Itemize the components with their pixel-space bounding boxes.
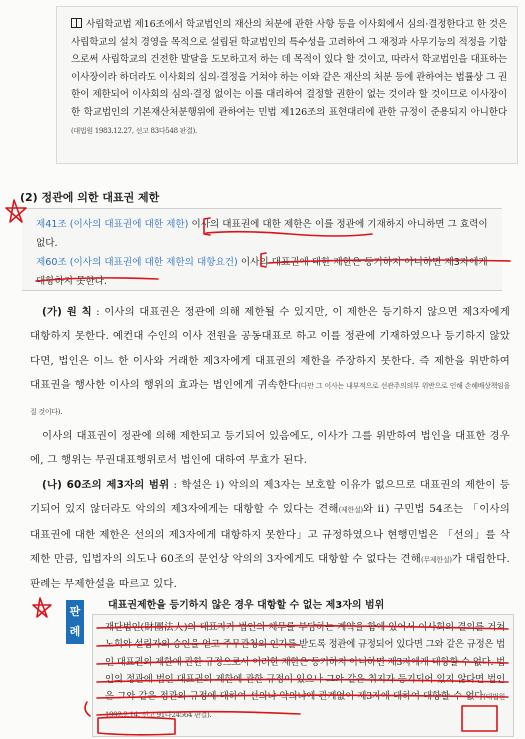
body-text [30,300,510,597]
article-41-text: 이사의 대표권에 대한 제한은 이를 정관에 기재하지 아니하면 그 효력이 없다. [36,219,488,249]
article-60 [36,253,492,291]
star-mark-2 [33,598,51,617]
third-party-text-3: 가 대립한다. 판례는 무제한설을 따르고 있다. [30,553,510,591]
third-party-text-2: 와 ⅱ) 구민법 54조는 「이사의 대표권에 대한 제한은 선의의 제3자에게 대항하지 못한다」고 규정하였으나 현행민법은 「선의」를 삭제한 만큼, 입법자의 의도나 60조의 문언상 악의의 3자에게도 대항할 수 없다는 견해 [30,503,510,566]
book-icon [71,18,82,28]
unlimited-theory-label: (무제한설) [421,556,452,565]
case-tag-top: 판 [69,605,81,618]
third-party-text: 학설은 ⅰ) 악의의 제3자는 보호할 이유가 없으므로 대표권의 제한이 등기되어 있지 않더라도 악의의 제3자에게는 대항할 수 있다는 견해 [30,478,510,516]
principle-note: (다만 그 이사는 내부적으로 선관주의의무 위반으로 인해 손해배상책임을 질 것이다). [30,382,510,416]
precedent-quote-box [56,6,518,164]
effect-paragraph: 이사의 대표권이 정관에 의해 제한되고 등기되어 있음에도, 이사가 그를 위반하여 법인을 대표한 경우에, 그 행위는 무권대표행위로서 법인에 대하여 무효가 된다. [30,430,510,467]
precedent-citation: (대법원 1983.12.27, 선고 83다548 판결). [71,126,197,135]
article-41-label: 제41조 (이사의 대표권에 대한 제한) [36,219,189,230]
principle-paragraph: (가) 원 칙 : 이사의 대표권은 정관에 의해 제한될 수 있지만, 이 제한은 등기하지 않으면 제3자에게 대항하지 못한다. 예컨대 수인의 이사 전원을 공동대표로 하고 이를 정관에 기재하였으나 등기하지 않았다면, 법인은 이느 한 이사와 거래한 제3자에게 대표권의 제한을 주장하지 못한다. 즉 제한을 위반하여 대표권을 행사한 이사의 행위의 효과는 법인에게 귀속한다(다만 그 이사는 내부적으로 선관주의의무 위반으로 인해 손해배상책임을 질 것이다). [30,306,510,416]
third-party-heading: (나) 60조의 제3자의 범위 [42,478,170,491]
case-citation: (대법원 1992.2.14, 선고 91다24564 판결). [105,693,505,720]
case-tag [66,600,84,644]
case-title: 대표권제한을 등기하지 않은 경우 대항할 수 없는 제3자의 범위 [108,600,385,611]
case-tag-bottom: 례 [69,625,81,638]
principle-text: 이사의 대표권은 정관에 의해 제한될 수 있지만, 이 제한은 등기하지 않으면 제3자에게 대항하지 못한다. 예컨대 수인의 이사 전원을 공동대표로 하고 이를 정관에 기재하였으나 등기하지 않았다면, 법인은 이느 한 이사와 거래한 제3자에게 대표권의 제한을 주장하지 못한다. 즉 제한을 위반하여 대표권을 행사한 이사의 행위의 효과는 법인에게 귀속한다 [30,306,510,392]
article-60-text: 이사의 대표권에 대한 제한은 등기하지 아니하면 제3자에게 대항하지 못한다. [36,257,488,287]
section-heading: (2) 정관에 의한 대표권 제한 [20,191,160,204]
limited-theory-label: (제한설) [338,506,363,515]
article-60-label: 제60조 (이사의 대표권에 대한 제한의 대항요건) [36,257,238,268]
article-41 [36,215,492,253]
case-box [92,614,514,737]
precedent-quote-text: 사립학교법 제16조에서 학교법인의 재산의 처분에 관한 사항 등을 이사회에서 심의·결정한다고 한 것은 사립학교의 설치 경영을 목적으로 설립된 학교법인의 특수성을 고려하여 그 재정과 사무기능의 적정을 기함으로써 사립학교의 건전한 발달을 도모하고저 하는 데 목적이 있다 할 것이고, 따라서 학교법인을 대표하는 이사장이라 하더라도 이사회의 심의·결정을 거쳐야 하는 이와 같은 재산의 처분 등에 관하여는 법률상 그 권한이 제한되어 이사회의 심의·결정 없이는 이를 대리하여 결정할 권한이 없는 것이라 할 것이므로 이사장이 한 학교법인의 기본재산처분행위에 관하여는 민법 제126조의 표현대리에 관한 규정이 준용되지 아니한다 [71,19,507,118]
statute-box [22,208,502,291]
third-party-paragraph: (나) 60조의 제3자의 범위 : 학설은 ⅰ) 악의의 제3자는 보호할 이유가 없으므로 대표권의 제한이 등기되어 있지 않더라도 악의의 제3자에게는 대항할 수 있다는 견해(제한설)와 ⅱ) 구민법 54조는 「이사의 대표권에 대한 제한은 선의의 제3자에게 대항하지 못한다」고 규정하였으나 현행민법은 「선의」를 삭제한 만큼, 입법자의 의도나 60조의 문언상 악의의 3자에게도 대항할 수 없다는 견해(무제한설)가 대립한다. 판례는 무제한설을 따르고 있다. [30,478,510,591]
precedent-quote [71,16,507,140]
case-text: 재단법인(財團法人)의 대표자가 법인의 채무를 부담하는 계약을 함에 있어서 이사회의 결의를 거쳐 노회와 설립자의 승인을 얻고 주무관청의 인가를 받도록 정관에 규정되어 있다면 그와 같은 규정은 법인 대표권의 제한에 관한 규정으로서 이러한 제한은 등기하지 아니하면 제3자에게 대항할 수 없다. 법인의 정관에 법인 대표권의 제한에 관한 규정이 있으나 그와 같은 취지가 등기되어 있지 않다면 법인은 그와 같은 정관의 규정에 대하여 선의냐 악의냐에 관계없이 제3자에 대하여 대항할 수 없다 [105,622,505,703]
side-mark-a [85,702,90,716]
principle-heading: (가) 원 칙 [42,306,92,318]
